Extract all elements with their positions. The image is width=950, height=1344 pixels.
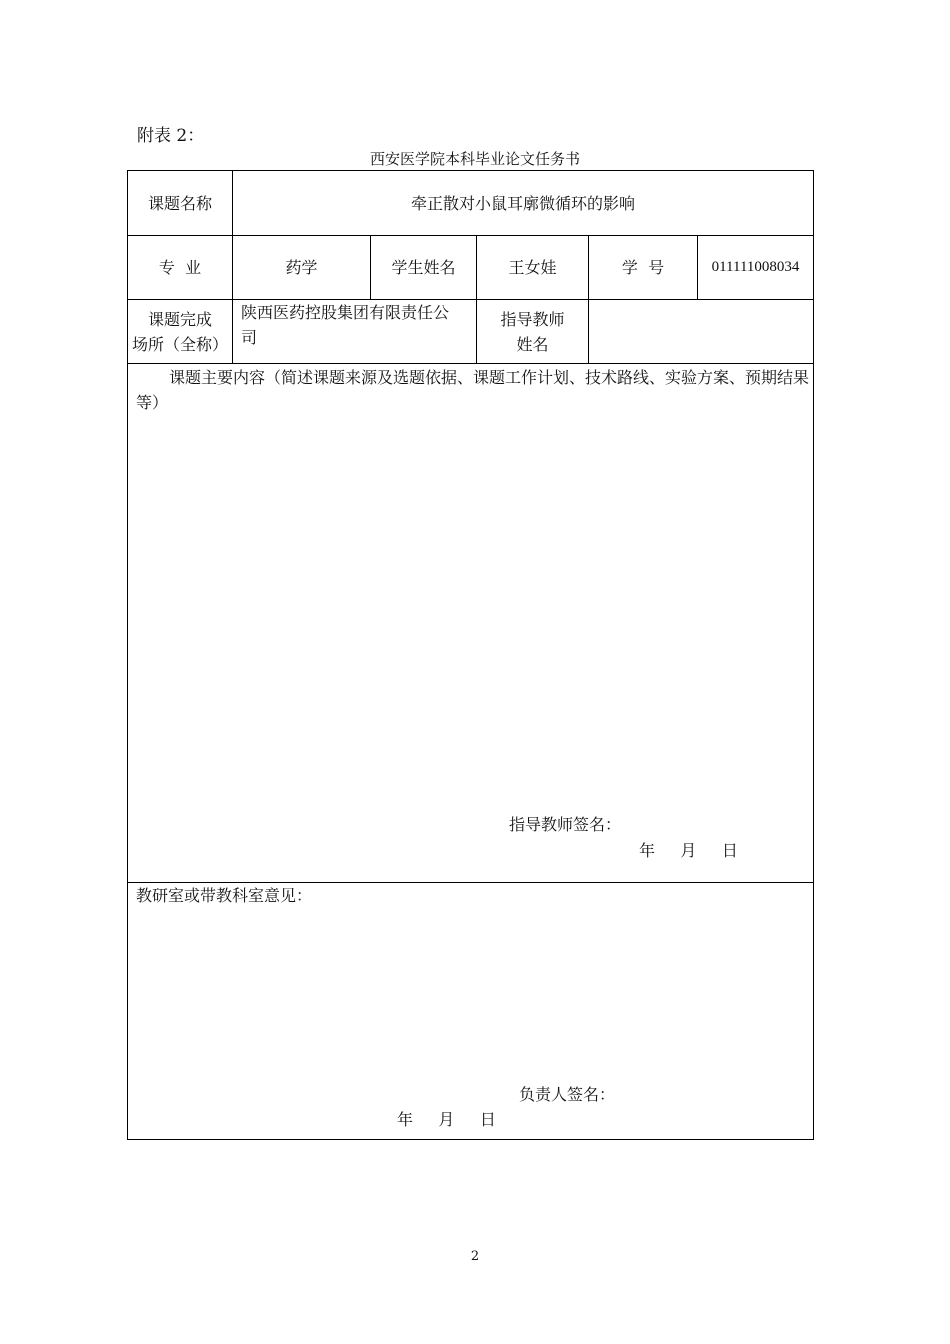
completion-place-value xyxy=(241,300,470,363)
advisor-name-value xyxy=(589,300,813,363)
task-form-table xyxy=(127,170,814,1140)
completion-place-label-line1: 课题完成 xyxy=(147,309,212,329)
student-id-label: 学 号 xyxy=(621,258,665,277)
table-border-bottom xyxy=(127,1139,814,1140)
advisor-date-label: 年 月 日 xyxy=(639,841,738,860)
student-name-label: 学生姓名 xyxy=(391,258,456,277)
advisor-name-label-line1: 指导教师 xyxy=(500,309,565,329)
topic-name-label: 课题名称 xyxy=(147,193,212,213)
major-label: 专 业 xyxy=(158,258,202,277)
table-border-right xyxy=(813,170,814,1140)
content-heading-line2: 等） xyxy=(136,393,169,412)
major-value: 药学 xyxy=(285,258,318,277)
responsible-date-label: 年 月 日 xyxy=(397,1110,496,1129)
student-name-value: 王女娃 xyxy=(508,258,557,277)
completion-place-label xyxy=(128,300,232,363)
responsible-signature-label: 负责人签名： xyxy=(519,1085,616,1104)
topic-name-value: 牵正散对小鼠耳廓微循环的影响 xyxy=(410,193,635,213)
document-title: 西安医学院本科毕业论文任务书 xyxy=(369,150,580,168)
content-heading-line1: 课题主要内容（简述课题来源及选题依据、课题工作计划、技术路线、实验方案、预期结果 xyxy=(169,368,810,387)
page-number: 2 xyxy=(470,1249,480,1264)
appendix-label: 附表 2： xyxy=(137,126,205,146)
student-id-value: 011111008034 xyxy=(711,259,800,275)
completion-place-value-line1: 陕西医药控股集团有限责任公 xyxy=(241,303,450,322)
advisor-name-label-line2: 姓名 xyxy=(516,334,549,354)
advisor-name-label xyxy=(477,300,588,363)
row-divider xyxy=(127,882,814,883)
advisor-signature-label: 指导教师签名： xyxy=(509,815,622,834)
row-divider xyxy=(127,363,814,364)
opinion-heading: 教研室或带教科室意见： xyxy=(136,886,313,905)
completion-place-label-line2: 场所（全称） xyxy=(131,334,228,354)
completion-place-value-line2: 司 xyxy=(241,328,258,347)
